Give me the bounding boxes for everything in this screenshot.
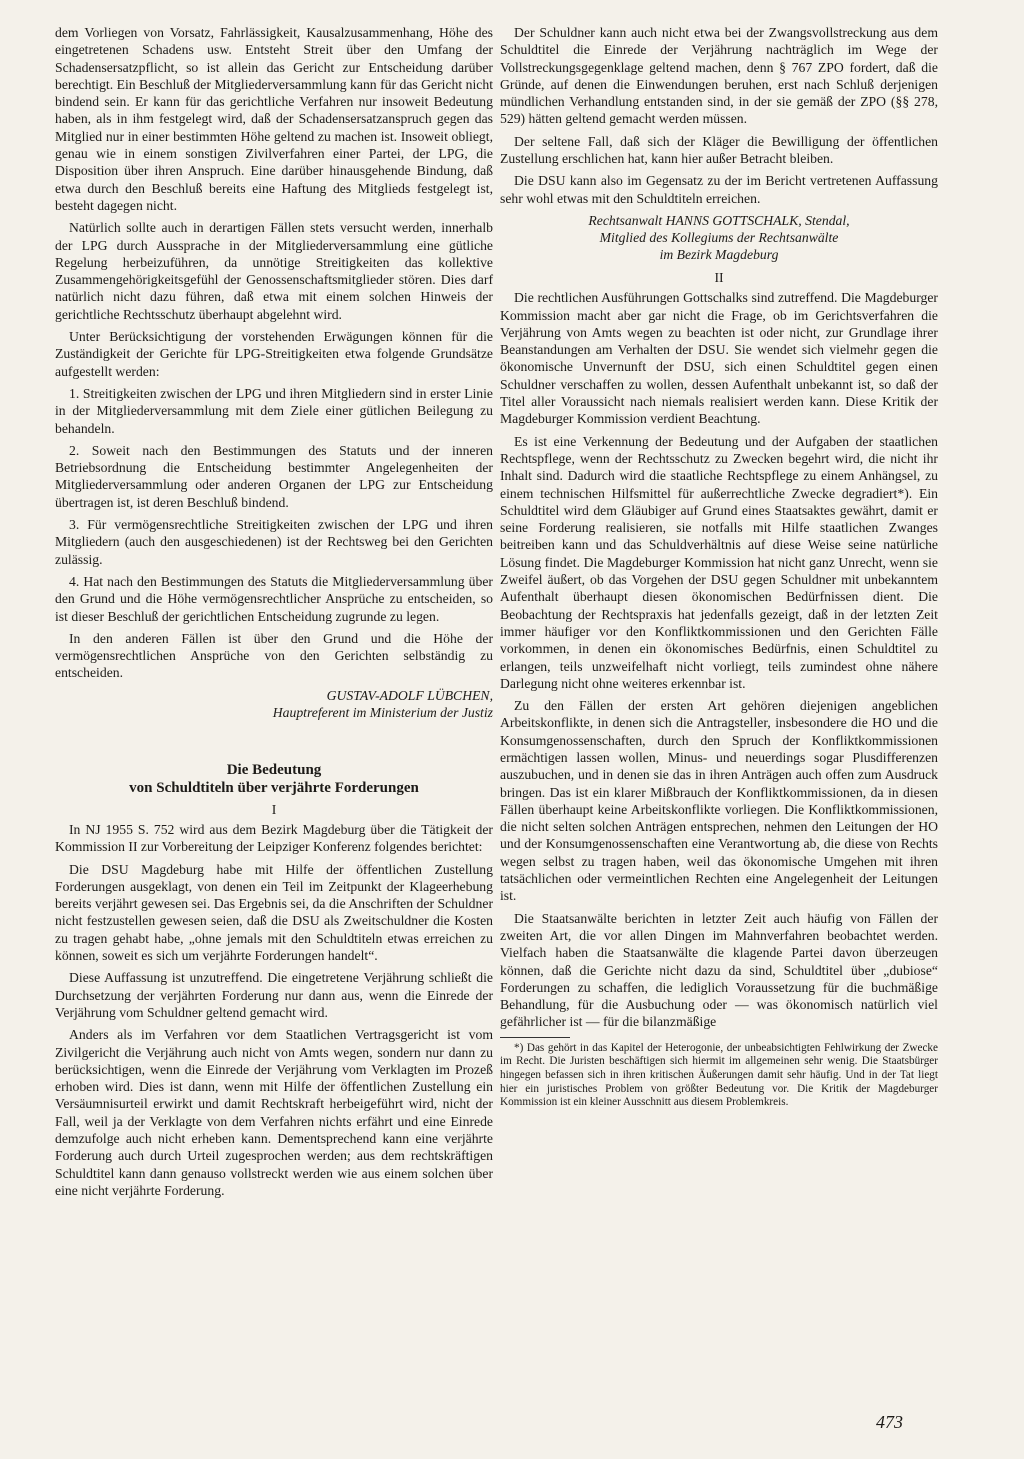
author-name: Rechtsanwalt HANNS GOTTSCHALK, Stendal, <box>588 212 850 228</box>
heading-line: Die Bedeutung <box>226 761 322 778</box>
paragraph: Unter Berücksichtigung der vorstehenden Erwägungen können für die Zuständigkeit der Gerichte für LPG-Streitigkeiten etwa folgende Grundsätze aufgestellt werden: <box>55 329 493 379</box>
author-signature <box>55 687 493 721</box>
paragraph: Zu den Fällen der ersten Art gehören diejenigen angeblichen Arbeitskonflikte, in denen sich die Antragsteller, insbesondere die HO und die Konsumgenossenschaften, durch den Spruch der Konfliktkommissionen ermächtigen lassen wollen, Minus- und neuerdings sogar Plusdifferenzen auszubuchen, und in denen sie das in ihren Anträgen auch offen zum Ausdruck bringen. Das ist ein klarer Mißbrauch der Konfliktkommissionen, da in diesen Fällen überhaupt keine Arbeitskonflikte vorliegen. Die Konfliktkommissionen, die nicht selten solchen Anträgen entsprechen, nehmen den Leitungen der HO und der Konsumgenossenschaften eine Verantwortung ab, die diese von Rechts wegen selbst zu tragen haben, weil das ökonomische Umgehen mit ihren tatsächlichen oder vermeintlichen Rechten eine Angelegenheit der Leitungen ist. <box>500 698 938 904</box>
footnote-divider <box>500 1037 570 1038</box>
author-name: GUSTAV-ADOLF LÜBCHEN, <box>326 687 493 703</box>
paragraph: Es ist eine Verkennung der Bedeutung und der Aufgaben der staatlichen Rechtspflege, wenn der Rechtsschutz zu Zwecken begehrt wird, die nicht ihr Inhalt sind. Dadurch wird die staatliche Rechtspflege zu einem Anhängsel, zu einem technischen Hilfsmittel für außerrechtliche Zwecke degradiert*). Ein Schuldtitel wird dem Gläubiger auf Grund eines Staatsaktes gewährt, damit er seine Forderung realisieren, sie notfalls mit Hilfe staatlichen Zwanges beitreiben kann und das Schuldverhältnis auf diese Weise seine natürliche Lösung findet. Die Magdeburger Kommission hat nicht ganz Unrecht, wenn sie Zweifel äußert, ob das Vorgehen der DSU gegen Schuldner mit unbekanntem Aufenthalt überhaupt diesen ökonomischen Bedürfnissen dient. Die Beobachtung der Rechtspraxis hat jedenfalls gezeigt, daß in der letzten Zeit immer häufiger vor den Konfliktkommissionen und den Gerichten Fälle vorkommen, in denen ein ökonomisches Bedürfnis, einen Schuldtitel zu erlangen, teils unzweifelhaft nicht vorliegt, teils zumindest ohne nähere Darlegung nicht ohne weiteres erkennbar ist. <box>500 433 938 691</box>
list-item: 2. Soweit nach den Bestimmungen des Statuts und der inneren Betriebsordnung die Entscheidung bestimmter Angelegenheiten der Mitgliederversammlung oder anderen Organen der LPG zur Entscheidung übertragen ist, ist deren Beschluß bindend. <box>55 442 493 510</box>
right-column <box>500 24 938 1115</box>
paragraph: Die Staatsanwälte berichten in letzter Zeit auch häufig von Fällen der zweiten Art, die vor allen Dingen im Mahnverfahren beobachtet werden. Vielfach haben die Staatsanwälte die klagende Partei davon überzeugen können, daß die Gerichte nicht dazu da sind, Schuldtitel über „dubiose“ Forderungen zu schaffen, die lediglich Voraussetzung für die buchmäßige Behandlung, für die Ausbuchung oder — was ökonomisch natürlich viel gefährlicher ist — für die bilanzmäßige <box>500 910 938 1030</box>
paragraph: Natürlich sollte auch in derartigen Fällen stets versucht werden, innerhalb der LPG durch Aussprache in der Mitgliederversammlung eine gütliche Regelung herbeizuführen, da unnötige Streitigkeiten das kollektive Zusammengehörigkeitsgefühl der Genossenschaftsmitglieder stören. Dies darf natürlich nicht dazu führen, daß etwa mit einem solchen Hinweis der gerichtliche Rechtsschutz überhaupt abgelehnt wird. <box>55 220 493 322</box>
paragraph: Der seltene Fall, daß sich der Kläger die Bewilligung der öffentlichen Zustellung erschlichen hat, kann hier außer Betracht bleiben. <box>500 133 938 167</box>
list-item: 3. Für vermögensrechtliche Streitigkeiten zwischen der LPG und ihren Mitgliedern (auch den ausgeschiedenen) ist der Rechtsweg bei den Gerichten zulässig. <box>55 517 493 567</box>
paragraph: Die DSU Magdeburg habe mit Hilfe der öffentlichen Zustellung Forderungen ausgeklagt, von denen ein Teil im Zeitpunkt der Klageerhebung bereits verjährt gewesen sei. Das Ergebnis sei, da die Anschriften der Schuldner nicht festzustellen gewesen seien, daß die DSU als Zweitschuldner die Kosten zu tragen gehabt habe, „ohne jemals mit den Schuldtiteln etwas erreichen zu können, soweit es sich um verjährte Forderungen handelt“. <box>55 861 493 964</box>
author-title: im Bezirk Magdeburg <box>659 246 779 262</box>
paragraph: In den anderen Fällen ist über den Grund und die Höhe der vermögensrechtlichen Ansprüche von den Gerichten selbständig zu entscheiden. <box>55 630 493 681</box>
footnote: *) Das gehört in das Kapitel der Heterogonie, der unbeabsichtigten Fehlwirkung der Zwecke im Recht. Die Juristen beschäftigen sich hiermit im allgemeinen sehr wenig. Die Staatsbürger hingegen befassen sich in ihren kritischen Äußerungen damit sehr häufig. Und in der Tat liegt hier ein juristisches Problem von größter Bedeutung vor. Die Kritik der Magdeburger Kommission ist ein kleiner Ausschnitt aus diesem Problemkreis. <box>500 1041 938 1109</box>
section-number: I <box>271 801 277 817</box>
author-title: Hauptreferent im Ministerium der Justiz <box>272 704 493 720</box>
paragraph: Die rechtlichen Ausführungen Gottschalks sind zutreffend. Die Magdeburger Kommission macht aber gar nicht die Frage, ob im Gerichtsverfahren die Verjährung von Amts wegen zu beachten ist oder nicht, zur Grundlage ihrer Beanstandungen am Verhalten der DSU. Sie wendet sich vielmehr gegen die ökonomische Unvernunft der DSU, sich einen Schuldtitel gegen einen Schuldner verschaffen zu wollen, dessen Aufenthalt unbekannt ist, so daß der Titel aller Voraussicht nach niemals realisiert werden kann. Diese Kritik der Magdeburger Kommission verdient Beachtung. <box>500 290 938 427</box>
paragraph: Diese Auffassung ist unzutreffend. Die eingetretene Verjährung schließt die Durchsetzung der verjährten Forderung nur dann aus, wenn die Einrede der Verjährung vom Schuldner geltend gemacht wird. <box>55 970 493 1020</box>
page-number: 473 <box>876 1412 903 1432</box>
list-item: 4. Hat nach den Bestimmungen des Statuts die Mitgliederversammlung über den Grund und die Höhe vermögensrechtlicher Ansprüche zu entscheiden, so ist dieser Beschluß der gerichtlichen Entscheidung zugrunde zu legen. <box>55 573 493 624</box>
paragraph: Anders als im Verfahren vor dem Staatlichen Vertragsgericht ist vom Zivilgericht die Verjährung auch nicht von Amts wegen, sondern nur dann zu berücksichtigen, wenn die Einrede der Verjährung vom Verklagten im Prozeß erhoben wird. Dies ist dann, wenn mit Hilfe der öffentlichen Zustellung ein Versäumnisurteil erwirkt und damit Rechtskraft herbeigeführt wird, nicht der Fall, weil ja der Verklagte von dem Verfahren nichts erfährt und eine Einrede demzufolge auch nicht erheben kann. Dementsprechend kann eine verjährte Forderung auch durch Urteil zugesprochen werden; aus dem rechtskräftigen Schuldtitel kann dann genauso vollstreckt werden wie aus einem solchen über eine nicht verjährte Forderung. <box>55 1027 493 1198</box>
paragraph: dem Vorliegen von Vorsatz, Fahrlässigkeit, Kausalzusammenhang, Höhe des eingetretenen Schadens usw. Entsteht Streit über den Umfang der Schadensersatzpflicht, so ist allein das Gericht zur Entscheidung darüber berechtigt. Ein Beschluß der Mitgliederversammlung kann für das Gericht nicht bindend sein. Er kann für das gerichtliche Verfahren nur insoweit Bedeutung haben, als in ihm festgelegt wird, daß der Schadensersatzanspruch gegen das Mitglied nur in einer bestimmten Höhe geltend zu machen ist. Insoweit obliegt, genau wie in einem sonstigen Zivilverfahren einer Partei, der LPG, die Disposition über ihren Anspruch. Eine darüber hinausgehende Bindung, daß etwa durch den Beschluß bereits eine Haftung des Mitglieds festgelegt ist, besteht dagegen nicht. <box>55 25 493 213</box>
author-title: Mitglied des Kollegiums der Rechtsanwälte <box>599 229 839 245</box>
heading-line: von Schuldtiteln über verjährte Forderungen <box>129 779 419 796</box>
paragraph: Die DSU kann also im Gegensatz zu der im Bericht vertretenen Auffassung sehr wohl etwas mit den Schuldtiteln erreichen. <box>500 173 938 206</box>
author-signature <box>500 212 938 263</box>
section-number: II <box>714 269 724 285</box>
paragraph: Der Schuldner kann auch nicht etwa bei der Zwangsvollstreckung aus dem Schuldtitel die Einrede der Verjährung nachträglich im Wege der Vollstreckungsgegenklage geltend machen, denn § 767 ZPO fordert, daß die Gründe, auf denen die Einwendungen beruhen, erst nach Schluß derjenigen mündlichen Verhandlung entstanden sind, in der sie gemäß der ZPO (§§ 278, 529) hätten geltend gemacht werden müssen. <box>500 25 938 127</box>
paragraph: In NJ 1955 S. 752 wird aus dem Bezirk Magdeburg über die Tätigkeit der Kommission II zur Vorbereitung der Leipziger Konferenz folgendes berichtet: <box>55 821 493 855</box>
list-item: 1. Streitigkeiten zwischen der LPG und ihren Mitgliedern sind in erster Linie in der Mitgliederversammlung mit dem Ziele einer gütlichen Beilegung zu behandeln. <box>55 385 493 436</box>
left-column <box>55 24 493 1204</box>
article-heading <box>55 761 493 797</box>
